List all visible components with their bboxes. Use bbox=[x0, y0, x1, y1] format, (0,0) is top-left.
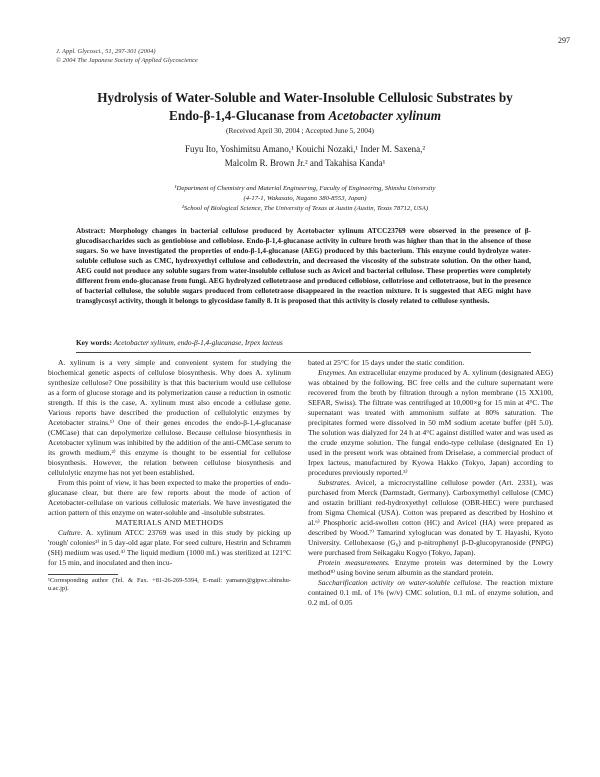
received-dates: (Received April 30, 2004 ; Accepted June 5, 2004) bbox=[226, 126, 374, 135]
keywords bbox=[76, 338, 531, 347]
affiliations bbox=[40, 184, 570, 214]
culture-paragraph bbox=[48, 528, 291, 568]
left-column bbox=[48, 358, 291, 593]
corresponding-author-footnote: ¹Corresponding author (Tel. & Fax. +81-26-269-5394, E-mail: yamano@gipwc.shinshu-u.ac.jp). bbox=[48, 577, 291, 592]
substrates-label: Substrates. bbox=[318, 478, 352, 487]
title-line-2 bbox=[40, 107, 570, 125]
author-list bbox=[40, 142, 570, 170]
protein-text: Enzyme protein was determined by the Lowry method⁸⁾ using bovine serum albumin as the standard protein. bbox=[308, 558, 553, 577]
page-number: 297 bbox=[558, 36, 570, 45]
affiliation-1-line-1: ¹Department of Chemistry and Material Engineering, Faculty of Engineering, Shinshu University bbox=[174, 185, 436, 192]
abstract-text: Morphology changes in bacterial cellulose produced by Acetobacter xylinum ATCC23769 were observed in the presence of β-glucodisaccharides such as gentiobiose and cellobiose. Endo-β-1,4-glucanase activity in culture broth was higher than that in the absence of those sugars. So we have investigated the properties of endo-β-1,4-glucanase (AEG) produced by this bacterium. This enzyme could hydrolyze water-soluble cellulose such as CMC, hydroxyethyl cellulose and cellodextrin, and decreased the viscosity of the substrate solution. On the other hand, AEG could not produce any soluble sugars from water-insoluble cellulose such as Avicel and bacterial cellulose. These properties were completely different from endo-glucanase from fungi. AEG hydrolyzed cellotetraose and produced cellobiose, cellotriose and cellotetraose, but in the presence of bacterial cellulose, the soluble sugars produced from cellotetraose disappeared in the reaction mixture. It is suggested that AEG might have transglycosyl activity, though it belongs to glycosidase family 8. It is proposed that this activity is closely related to cellulose synthesis. bbox=[76, 226, 531, 305]
saccharification-label: Saccharification activity on water-soluble cellulose. bbox=[318, 578, 483, 587]
journal-citation: J. Appl. Glycosci., 51, 297-301 (2004) bbox=[56, 48, 156, 55]
substrates-text: Avicel, a microcrystalline cellulose powder (Art. 2331), was purchased from Merck (Darmstadt, Germany). Carboxymethyl cellulose (CMC) and ostazin brilliant red-hydroxyethyl cellulose (OBR-HEC) were purchased from Sigma Chemical (USA). Cotton was prepared as described by Hoshino et al.⁶⁾ Phosphoric acid-swollen cotton (HC) and Avicel (HA) were prepared as described by Wood.⁷⁾ Tamarind xyloglucan was donated by T. Hayashi, Kyoto University. Cellohexaose (G₆) and p-nitrophenyl β-D-glucopyranoside (PNPG) were purchased from Seikagaku Kogyo (Tokyo, Japan). bbox=[308, 478, 553, 557]
intro-paragraph-1: A. xylinum is a very simple and convenient system for studying the biochemical genetic aspects of cellulose biosynthesis. Why does A. xylinum synthesize cellulose? One possibility is that this bacterium would use cellulose as a form of glucose storage and its polymerization cause a reduction in osmotic strength. If this is the case, A. xylinum must also encode a cellulase gene. Various reports have described the production of cellulolytic enzymes by Acetobacter strains.¹⁾ One of their genes encodes the endo-β-1,4-glucanase (CMCase) that can depolymerize cellulose. Because cellulose biosynthesis in Acetobacter xylinum was inhibited by the addition of the anti-CMCase serum to its growth medium,²⁾ this enzyme is thought to be essential for cellulose biosynthesis. However, the relation between cellulose biosynthesis and cellulolytic enzyme has not yet been established. bbox=[48, 358, 291, 477]
abstract-divider bbox=[76, 352, 531, 353]
intro-paragraph-2: From this point of view, it has been expected to make the properties of endo-glucanase clear, but there are few reports about the mode of action of Acetobacter-cellulase on various cellulosic materials. We have investigated the action pattern of this enzyme on water-soluble and -insoluble substrates. bbox=[48, 478, 291, 517]
title-line-2-prefix: Endo-β-1,4-Glucanase from bbox=[169, 108, 329, 123]
saccharification-paragraph bbox=[308, 578, 553, 608]
journal-copyright: © 2004 The Japanese Society of Applied Glycoscience bbox=[56, 57, 198, 64]
abstract bbox=[76, 226, 531, 306]
keywords-text: Acetobacter xylinum, endo-β-1,4-glucanase, Irpex lacteus bbox=[111, 338, 283, 347]
affiliation-2: ²School of Biological Science, The University of Texas at Austin (Austin, Texas 78712, USA) bbox=[181, 205, 429, 212]
authors-line-1: Fuyu Ito, Yoshimitsu Amano,¹ Kouichi Nozaki,¹ Inder M. Saxena,² bbox=[184, 144, 426, 154]
paper-title bbox=[40, 89, 570, 125]
enzymes-paragraph bbox=[308, 368, 553, 478]
enzymes-label: Enzymes. bbox=[318, 368, 347, 377]
authors-line-2: Malcolm R. Brown Jr.² and Takahisa Kanda¹ bbox=[224, 158, 386, 168]
culture-label: Culture. bbox=[58, 528, 83, 537]
keywords-label: Key words: bbox=[76, 338, 112, 347]
protein-label: Protein measurements. bbox=[318, 558, 390, 567]
culture-continuation: bated at 25°C for 15 days under the static condition. bbox=[308, 358, 465, 367]
affiliation-1-line-2: (4-17-1, Wakasato, Nagano 380-8553, Japan) bbox=[243, 195, 367, 202]
journal-header bbox=[56, 47, 198, 65]
right-column bbox=[308, 358, 553, 608]
culture-text: A. xylinum ATCC 23769 was used in this study by picking up 'rough' colonies³⁾ in 5 day-old agar plate. For seed culture, Hestrin and Schramm (SH) medium was used.⁴⁾ The liquid medium (1000 mL) was sterilized at 121°C for 15 min, and inoculated and then incu- bbox=[48, 528, 291, 567]
footnote-divider bbox=[48, 574, 118, 575]
enzymes-text: An extracellular enzyme produced by A. xylinum (designated AEG) was obtained by the following. BC free cells and the culture supernatant were recovered from the broth by filtration through a nylon membrane (15 XX100, SEFAR, Swiss). The filtrate was centrifuged at 10,000×g for 15 min at 4°C. The supernatant was treated with ammonium sulfate at 80% saturation. The precipitates formed were dissolved in 50 mM sodium acetate buffer (pH 5.0). The solution was dialyzed for 24 h at 4°C against distilled water and was used as the crude enzyme solution. The fungal endo-type cellulase (designated En 1) used in the present work was obtained from Driselase, a commercial product of Irpex lacteus, manufactured by Kyowa Hakko (Tokyo, Japan) according to procedures previously reported.⁵⁾ bbox=[308, 368, 553, 477]
section-heading-methods: MATERIALS AND METHODS bbox=[115, 518, 224, 527]
abstract-label: Abstract: bbox=[76, 226, 106, 235]
substrates-paragraph bbox=[308, 478, 553, 558]
title-line-1: Hydrolysis of Water-Soluble and Water-Insoluble Cellulosic Substrates by bbox=[97, 90, 513, 105]
title-organism: Acetobacter xylinum bbox=[328, 108, 441, 123]
saccharification-text: The reaction mixture contained 0.1 mL of 1% (w/v) CMC solution, 0.1 mL of enzyme solution, and 0.2 mL of 0.05 bbox=[308, 578, 553, 607]
protein-paragraph bbox=[308, 558, 553, 578]
